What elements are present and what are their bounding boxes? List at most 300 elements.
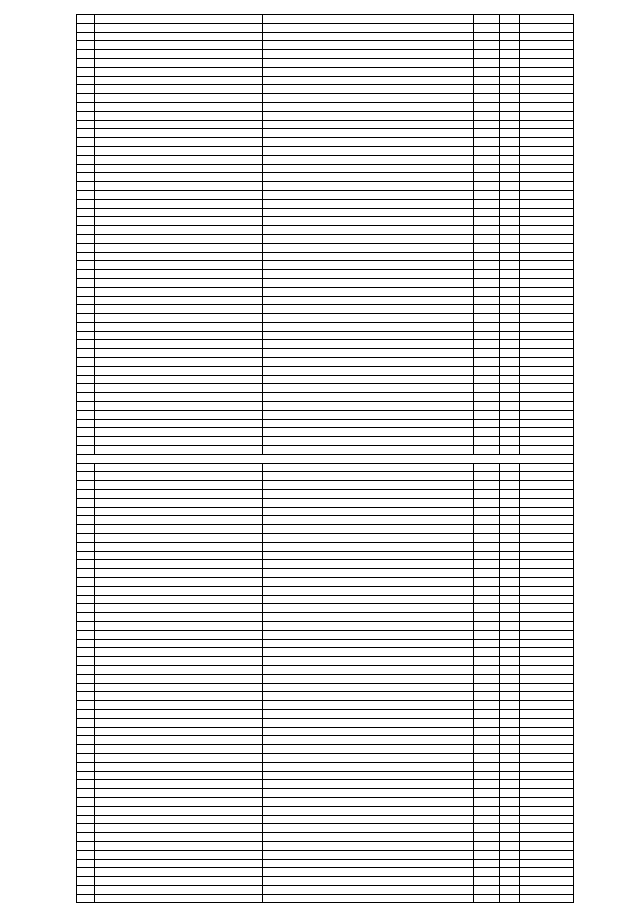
period-cell	[520, 578, 574, 587]
period-cell	[520, 358, 574, 367]
address-cell	[95, 481, 263, 490]
year-cell	[474, 745, 500, 754]
year-cell	[474, 771, 500, 780]
period-cell	[520, 868, 574, 877]
table-row	[77, 208, 574, 217]
year-cell	[474, 753, 500, 762]
table-row	[77, 578, 574, 587]
address-cell	[95, 762, 263, 771]
second-year-cell	[500, 507, 520, 516]
second-year-cell	[500, 419, 520, 428]
row-number	[77, 58, 95, 67]
year-cell	[474, 384, 500, 393]
row-number	[77, 322, 95, 331]
row-number	[77, 736, 95, 745]
works-register	[76, 14, 573, 903]
table-row	[77, 234, 574, 243]
table-row	[77, 446, 574, 455]
year-cell	[474, 155, 500, 164]
table-row	[77, 252, 574, 261]
year-cell	[474, 102, 500, 111]
year-cell	[474, 525, 500, 534]
year-cell	[474, 894, 500, 903]
row-number	[77, 155, 95, 164]
address-cell	[95, 885, 263, 894]
row-number	[77, 226, 95, 235]
address-cell	[95, 102, 263, 111]
period-cell	[520, 305, 574, 314]
row-number	[77, 182, 95, 191]
row-number	[77, 683, 95, 692]
table-row	[77, 111, 574, 120]
row-number	[77, 41, 95, 50]
table-row	[77, 287, 574, 296]
address-cell	[95, 806, 263, 815]
period-cell	[520, 472, 574, 481]
address-cell	[95, 243, 263, 252]
address-cell	[95, 32, 263, 41]
period-cell	[520, 270, 574, 279]
period-cell	[520, 340, 574, 349]
table-row	[77, 58, 574, 67]
row-number	[77, 894, 95, 903]
table-row	[77, 199, 574, 208]
second-year-cell	[500, 463, 520, 472]
year-cell	[474, 287, 500, 296]
year-cell	[474, 569, 500, 578]
second-year-cell	[500, 472, 520, 481]
period-cell	[520, 630, 574, 639]
work-type-cell	[263, 771, 474, 780]
table-row	[77, 780, 574, 789]
year-cell	[474, 296, 500, 305]
row-number	[77, 789, 95, 798]
row-number	[77, 560, 95, 569]
row-number	[77, 349, 95, 358]
address-cell	[95, 815, 263, 824]
second-year-cell	[500, 630, 520, 639]
year-cell	[474, 208, 500, 217]
year-cell	[474, 657, 500, 666]
table-row	[77, 437, 574, 446]
second-year-cell	[500, 261, 520, 270]
period-cell	[520, 463, 574, 472]
table-row	[77, 833, 574, 842]
second-year-cell	[500, 709, 520, 718]
address-cell	[95, 595, 263, 604]
year-cell	[474, 305, 500, 314]
table-row	[77, 630, 574, 639]
address-cell	[95, 525, 263, 534]
second-year-cell	[500, 226, 520, 235]
period-cell	[520, 366, 574, 375]
work-type-cell	[263, 146, 474, 155]
period-cell	[520, 50, 574, 59]
address-cell	[95, 190, 263, 199]
period-cell	[520, 569, 574, 578]
table-row	[77, 877, 574, 886]
year-cell	[474, 604, 500, 613]
year-cell	[474, 314, 500, 323]
work-type-cell	[263, 155, 474, 164]
work-type-cell	[263, 833, 474, 842]
work-type-cell	[263, 322, 474, 331]
address-cell	[95, 894, 263, 903]
second-year-cell	[500, 824, 520, 833]
period-cell	[520, 490, 574, 499]
work-type-cell	[263, 701, 474, 710]
year-cell	[474, 507, 500, 516]
year-cell	[474, 683, 500, 692]
year-cell	[474, 190, 500, 199]
period-cell	[520, 94, 574, 103]
address-cell	[95, 419, 263, 428]
period-cell	[520, 173, 574, 182]
period-cell	[520, 657, 574, 666]
second-year-cell	[500, 314, 520, 323]
second-year-cell	[500, 683, 520, 692]
second-year-cell	[500, 384, 520, 393]
year-cell	[474, 578, 500, 587]
work-type-cell	[263, 41, 474, 50]
period-cell	[520, 155, 574, 164]
row-number	[77, 718, 95, 727]
year-cell	[474, 375, 500, 384]
year-cell	[474, 551, 500, 560]
work-type-cell	[263, 578, 474, 587]
year-cell	[474, 648, 500, 657]
table-row	[77, 481, 574, 490]
table-row	[77, 709, 574, 718]
work-type-cell	[263, 885, 474, 894]
period-cell	[520, 824, 574, 833]
row-number	[77, 208, 95, 217]
address-cell	[95, 560, 263, 569]
table-row	[77, 894, 574, 903]
work-type-cell	[263, 789, 474, 798]
period-cell	[520, 762, 574, 771]
year-cell	[474, 94, 500, 103]
work-type-cell	[263, 384, 474, 393]
row-number	[77, 419, 95, 428]
row-number	[77, 437, 95, 446]
second-year-cell	[500, 604, 520, 613]
year-cell	[474, 718, 500, 727]
year-cell	[474, 780, 500, 789]
period-cell	[520, 349, 574, 358]
table-row	[77, 824, 574, 833]
table-row	[77, 850, 574, 859]
address-cell	[95, 146, 263, 155]
address-cell	[95, 578, 263, 587]
work-type-cell	[263, 648, 474, 657]
address-cell	[95, 85, 263, 94]
row-number	[77, 490, 95, 499]
row-number	[77, 305, 95, 314]
work-type-cell	[263, 472, 474, 481]
second-year-cell	[500, 780, 520, 789]
period-cell	[520, 885, 574, 894]
second-year-cell	[500, 102, 520, 111]
year-cell	[474, 630, 500, 639]
second-year-cell	[500, 375, 520, 384]
period-cell	[520, 718, 574, 727]
period-cell	[520, 32, 574, 41]
second-year-cell	[500, 296, 520, 305]
second-year-cell	[500, 885, 520, 894]
work-type-cell	[263, 296, 474, 305]
address-cell	[95, 551, 263, 560]
work-type-cell	[263, 753, 474, 762]
period-cell	[520, 692, 574, 701]
work-type-cell	[263, 393, 474, 402]
row-number	[77, 472, 95, 481]
address-cell	[95, 674, 263, 683]
row-number	[77, 234, 95, 243]
table-row	[77, 331, 574, 340]
row-number	[77, 410, 95, 419]
period-cell	[520, 850, 574, 859]
period-cell	[520, 516, 574, 525]
work-type-cell	[263, 657, 474, 666]
work-type-cell	[263, 516, 474, 525]
year-cell	[474, 58, 500, 67]
row-number	[77, 613, 95, 622]
address-cell	[95, 868, 263, 877]
row-number	[77, 815, 95, 824]
period-cell	[520, 621, 574, 630]
table-row	[77, 366, 574, 375]
period-cell	[520, 164, 574, 173]
second-year-cell	[500, 578, 520, 587]
work-type-cell	[263, 102, 474, 111]
address-cell	[95, 410, 263, 419]
table-row	[77, 815, 574, 824]
year-cell	[474, 419, 500, 428]
period-cell	[520, 314, 574, 323]
period-cell	[520, 648, 574, 657]
second-year-cell	[500, 859, 520, 868]
period-cell	[520, 67, 574, 76]
year-cell	[474, 797, 500, 806]
second-year-cell	[500, 727, 520, 736]
address-cell	[95, 366, 263, 375]
period-cell	[520, 23, 574, 32]
period-cell	[520, 806, 574, 815]
year-cell	[474, 129, 500, 138]
table-row	[77, 15, 574, 24]
row-number	[77, 745, 95, 754]
row-number	[77, 287, 95, 296]
address-cell	[95, 736, 263, 745]
year-cell	[474, 76, 500, 85]
table-row	[77, 762, 574, 771]
address-cell	[95, 226, 263, 235]
year-cell	[474, 111, 500, 120]
table-row	[77, 270, 574, 279]
row-number	[77, 340, 95, 349]
period-cell	[520, 841, 574, 850]
work-type-cell	[263, 217, 474, 226]
period-cell	[520, 701, 574, 710]
address-cell	[95, 630, 263, 639]
row-number	[77, 252, 95, 261]
period-cell	[520, 789, 574, 798]
year-cell	[474, 85, 500, 94]
address-cell	[95, 613, 263, 622]
row-number	[77, 657, 95, 666]
period-cell	[520, 120, 574, 129]
work-type-cell	[263, 76, 474, 85]
address-cell	[95, 173, 263, 182]
work-type-cell	[263, 780, 474, 789]
work-type-cell	[263, 305, 474, 314]
row-number	[77, 331, 95, 340]
second-year-cell	[500, 164, 520, 173]
period-cell	[520, 138, 574, 147]
table-row	[77, 67, 574, 76]
work-type-cell	[263, 331, 474, 340]
year-cell	[474, 516, 500, 525]
second-year-cell	[500, 437, 520, 446]
address-cell	[95, 402, 263, 411]
year-cell	[474, 621, 500, 630]
period-cell	[520, 674, 574, 683]
work-type-cell	[263, 261, 474, 270]
second-year-cell	[500, 850, 520, 859]
period-cell	[520, 322, 574, 331]
period-cell	[520, 261, 574, 270]
work-type-cell	[263, 164, 474, 173]
address-cell	[95, 305, 263, 314]
second-year-cell	[500, 138, 520, 147]
row-number	[77, 32, 95, 41]
year-cell	[474, 692, 500, 701]
period-cell	[520, 85, 574, 94]
second-year-cell	[500, 366, 520, 375]
period-cell	[520, 859, 574, 868]
second-year-cell	[500, 94, 520, 103]
table-row	[77, 841, 574, 850]
table-row	[77, 885, 574, 894]
second-year-cell	[500, 15, 520, 24]
row-number	[77, 50, 95, 59]
work-type-cell	[263, 709, 474, 718]
period-cell	[520, 199, 574, 208]
work-type-cell	[263, 613, 474, 622]
year-cell	[474, 613, 500, 622]
period-cell	[520, 437, 574, 446]
period-cell	[520, 102, 574, 111]
second-year-cell	[500, 358, 520, 367]
address-cell	[95, 472, 263, 481]
second-year-cell	[500, 613, 520, 622]
period-cell	[520, 894, 574, 903]
second-year-cell	[500, 815, 520, 824]
second-year-cell	[500, 551, 520, 560]
table-row	[77, 613, 574, 622]
year-cell	[474, 182, 500, 191]
period-cell	[520, 146, 574, 155]
row-number	[77, 498, 95, 507]
second-year-cell	[500, 322, 520, 331]
address-cell	[95, 709, 263, 718]
second-year-cell	[500, 146, 520, 155]
second-year-cell	[500, 789, 520, 798]
second-year-cell	[500, 182, 520, 191]
address-cell	[95, 331, 263, 340]
row-number	[77, 727, 95, 736]
period-cell	[520, 15, 574, 24]
year-cell	[474, 727, 500, 736]
row-number	[77, 648, 95, 657]
year-cell	[474, 481, 500, 490]
second-year-cell	[500, 340, 520, 349]
table-row	[77, 551, 574, 560]
address-cell	[95, 516, 263, 525]
row-number	[77, 692, 95, 701]
work-type-cell	[263, 67, 474, 76]
table-row	[77, 94, 574, 103]
year-cell	[474, 173, 500, 182]
period-cell	[520, 58, 574, 67]
second-year-cell	[500, 32, 520, 41]
second-year-cell	[500, 120, 520, 129]
address-cell	[95, 164, 263, 173]
work-type-cell	[263, 595, 474, 604]
work-type-cell	[263, 894, 474, 903]
address-cell	[95, 859, 263, 868]
row-number	[77, 885, 95, 894]
year-cell	[474, 674, 500, 683]
table-row	[77, 797, 574, 806]
work-type-cell	[263, 762, 474, 771]
second-year-cell	[500, 287, 520, 296]
second-year-cell	[500, 595, 520, 604]
work-type-cell	[263, 569, 474, 578]
work-type-cell	[263, 252, 474, 261]
row-number	[77, 243, 95, 252]
year-cell	[474, 402, 500, 411]
work-type-cell	[263, 410, 474, 419]
year-cell	[474, 868, 500, 877]
second-year-cell	[500, 490, 520, 499]
table-row	[77, 534, 574, 543]
year-cell	[474, 243, 500, 252]
work-type-cell	[263, 850, 474, 859]
year-cell	[474, 50, 500, 59]
year-cell	[474, 146, 500, 155]
row-number	[77, 67, 95, 76]
period-cell	[520, 613, 574, 622]
second-year-cell	[500, 806, 520, 815]
period-cell	[520, 182, 574, 191]
work-type-cell	[263, 815, 474, 824]
address-cell	[95, 314, 263, 323]
row-number	[77, 850, 95, 859]
table-row	[77, 683, 574, 692]
work-type-cell	[263, 877, 474, 886]
address-cell	[95, 94, 263, 103]
address-cell	[95, 41, 263, 50]
year-cell	[474, 463, 500, 472]
table-row	[77, 428, 574, 437]
work-type-cell	[263, 428, 474, 437]
second-year-cell	[500, 111, 520, 120]
work-type-cell	[263, 824, 474, 833]
period-cell	[520, 507, 574, 516]
year-cell	[474, 199, 500, 208]
